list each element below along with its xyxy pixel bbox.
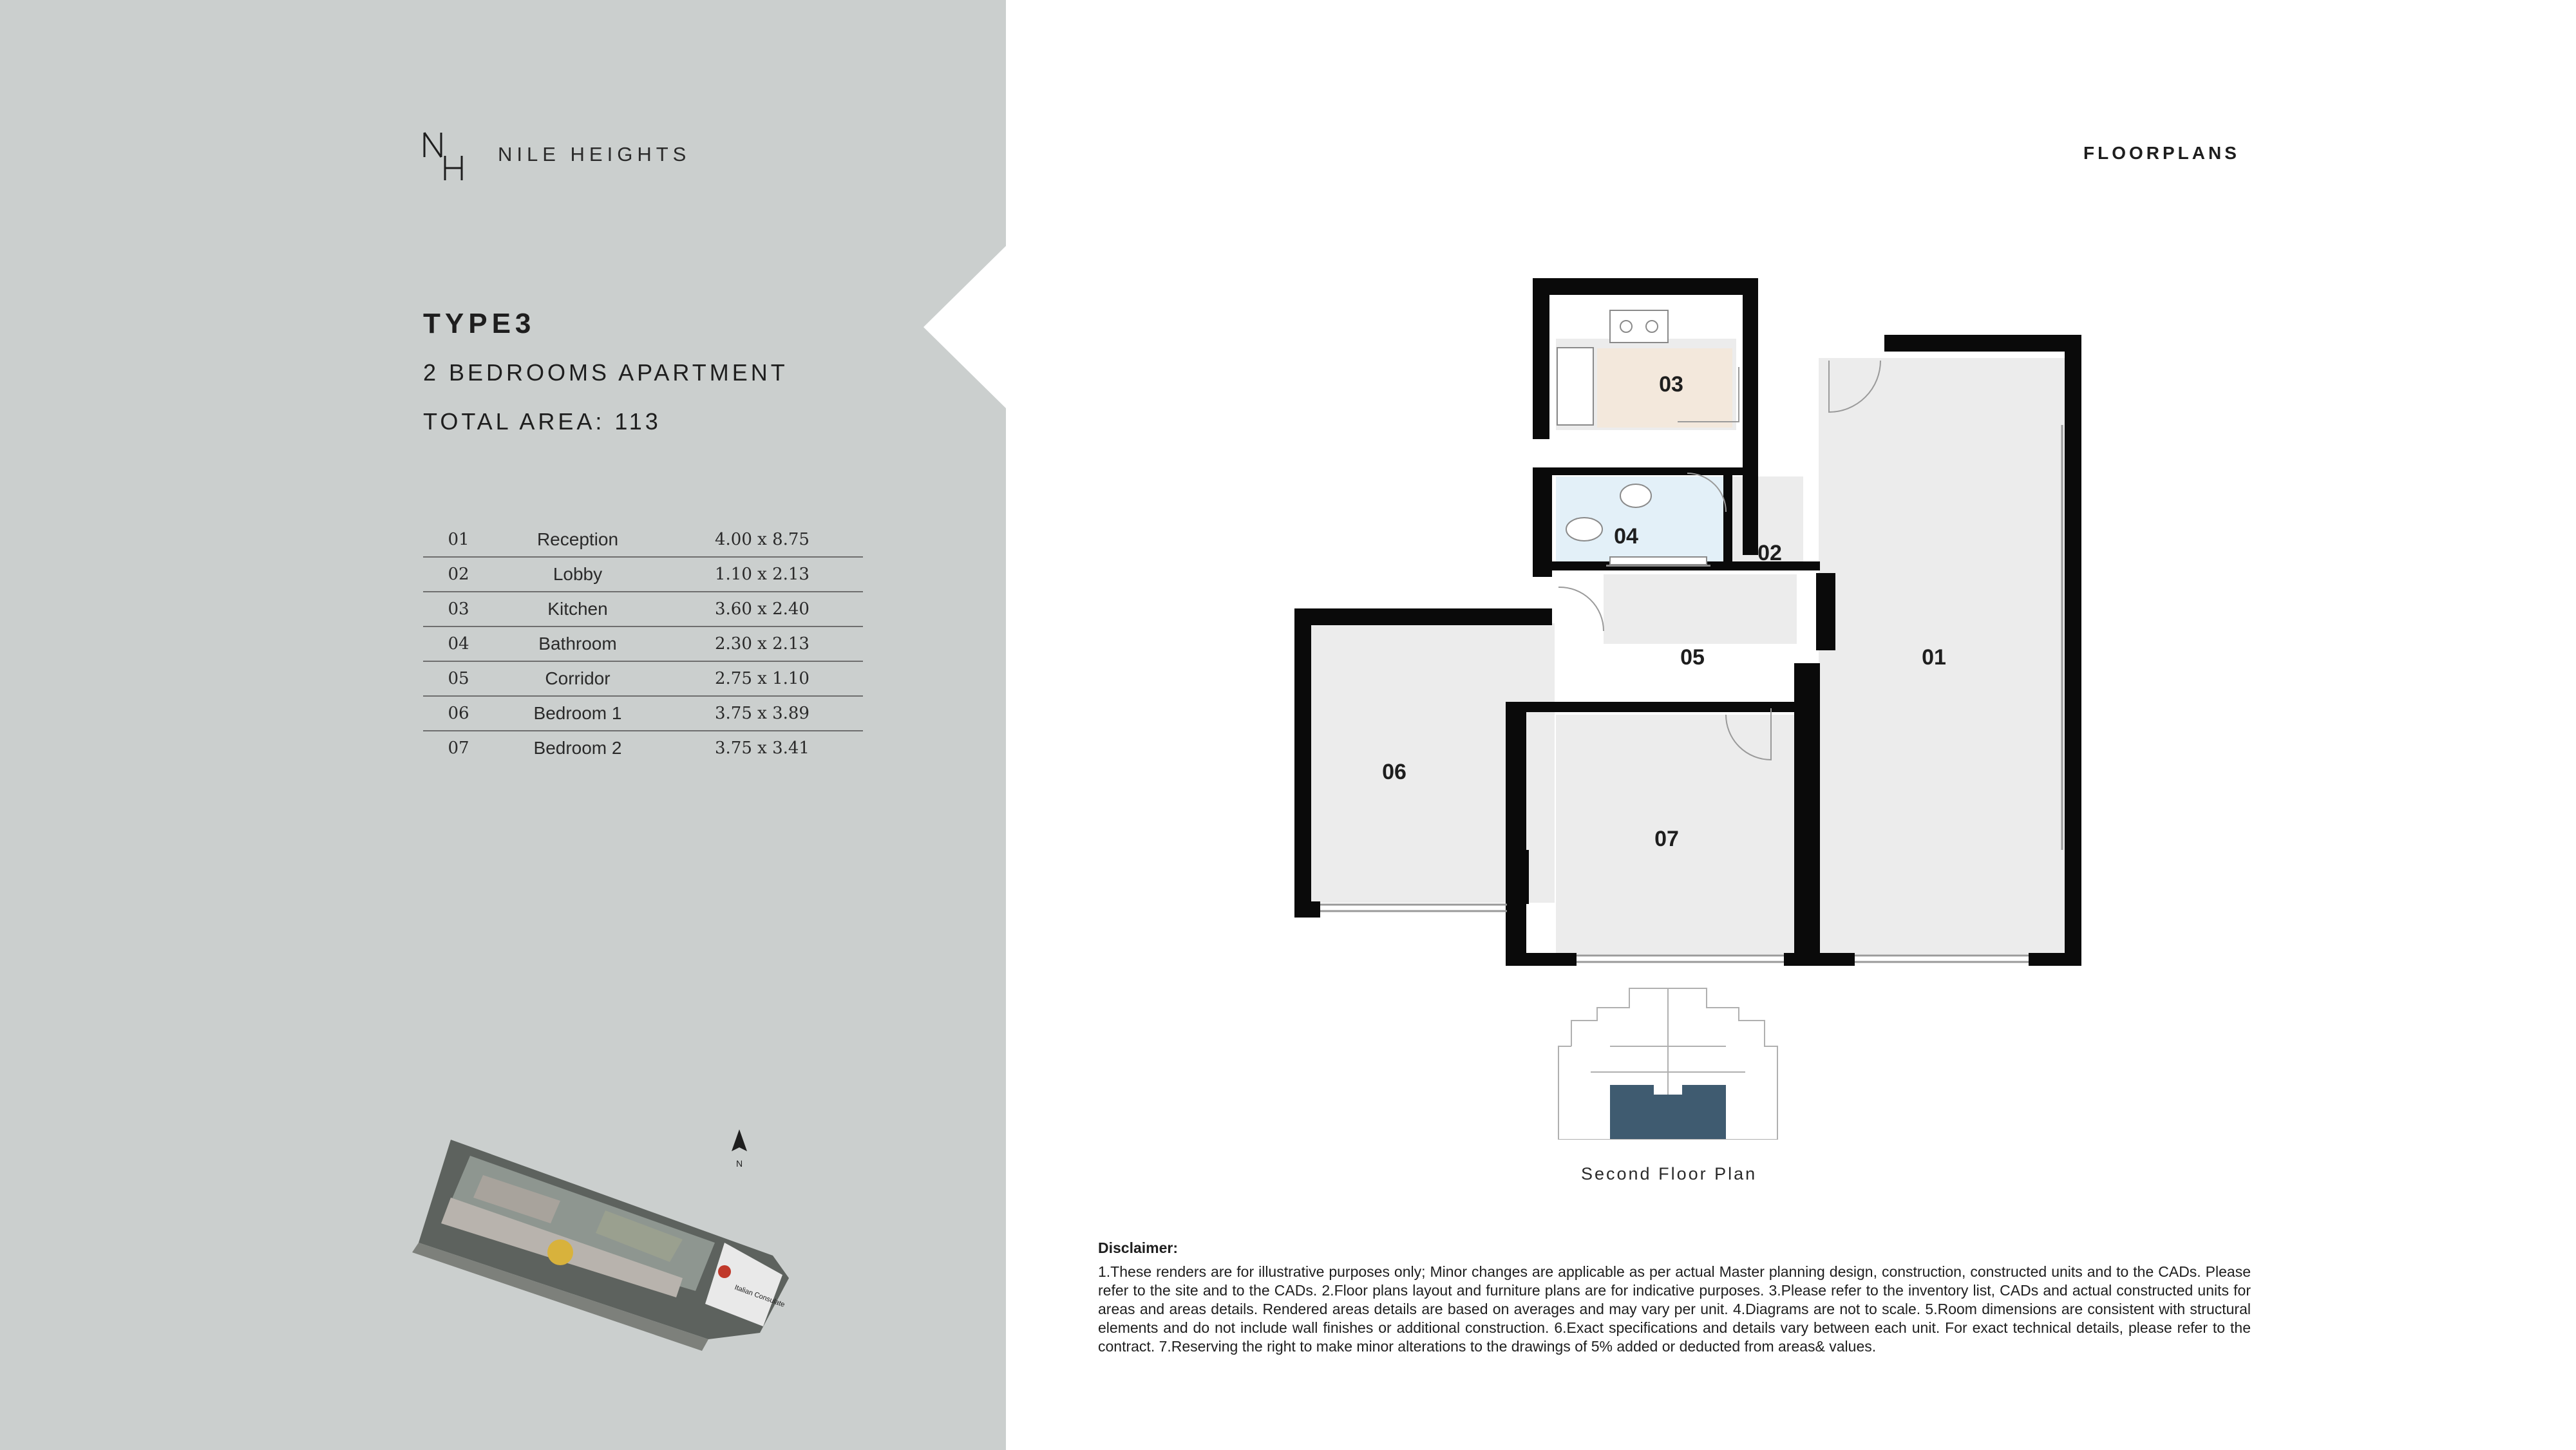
table-row <box>423 696 863 731</box>
room-number: 05 <box>423 661 494 696</box>
plan-label-02: 02 <box>1757 541 1782 565</box>
room-size: 2.75 x 1.10 <box>661 661 863 696</box>
room-schedule-table <box>423 523 863 765</box>
key-plan-highlight <box>1654 1095 1682 1139</box>
brand-name: NILE HEIGHTS <box>498 143 691 165</box>
panel-notch <box>923 245 1007 410</box>
north-label: N <box>735 1158 743 1169</box>
plan-label-05: 05 <box>1680 645 1705 670</box>
plan-label-01: 01 <box>1922 645 1946 670</box>
unit-description: 2 BEDROOMS APARTMENT <box>423 359 788 386</box>
disclaimer-text: 1.These renders are for illustrative purposes only; Minor changes are applicable as per actual Master planning design, construction, constructed units and to the CADs. Please refer to the site and to the CADs. 2.Floor plans layout and furniture plans are for indicative purposes. 3.Please refer to the inventory list, CADs and actual constructed units for areas and areas details. Rendered areas details are based on averages and may vary per unit. 4.Diagrams are not to scale. 5.Room dimensions are consistent with structural elements and do not include wall finishes or additional construction. 6.Exact specifications and details vary between each unit. For exact technical details, please refer to the contract. 7.Reserving the right to make minor alterations to the drawings of 5% added or deducted from areas& values. <box>1098 1263 2251 1355</box>
table-row <box>423 523 863 557</box>
site-landmark-label: Italian Consulate <box>733 1283 786 1309</box>
room-name: Lobby <box>494 557 661 592</box>
room-size: 4.00 x 8.75 <box>661 523 863 557</box>
room-number: 04 <box>423 626 494 661</box>
table-row <box>423 661 863 696</box>
plan-label-06: 06 <box>1382 760 1406 784</box>
plan-label-04: 04 <box>1614 524 1638 549</box>
site-location-map <box>412 1120 811 1352</box>
nh-logo-icon <box>422 130 467 182</box>
room-number: 06 <box>423 696 494 731</box>
unit-total-area: TOTAL AREA: 113 <box>423 408 661 435</box>
amenity-marker-icon <box>547 1239 573 1265</box>
unit-type: TYPE3 <box>423 308 536 339</box>
unit-floor-plan <box>1249 270 2099 966</box>
room-size: 3.60 x 2.40 <box>661 592 863 626</box>
key-plan <box>1546 982 1790 1140</box>
section-title: FLOORPLANS <box>2083 143 2240 163</box>
disclaimer-title: Disclaimer: <box>1098 1239 1179 1256</box>
plan-label-03: 03 <box>1659 372 1683 397</box>
room-name: Kitchen <box>494 592 661 626</box>
room-number: 02 <box>423 557 494 592</box>
room-name: Reception <box>494 523 661 557</box>
room-number: 03 <box>423 592 494 626</box>
table-row <box>423 731 863 765</box>
consulate-flag-icon <box>718 1265 731 1278</box>
key-plan-caption: Second Floor Plan <box>1581 1164 1757 1183</box>
room-number: 01 <box>423 523 494 557</box>
plan-label-07: 07 <box>1654 827 1679 851</box>
room-name: Corridor <box>494 661 661 696</box>
table-row <box>423 626 863 661</box>
room-name: Bathroom <box>494 626 661 661</box>
key-plan-highlight <box>1610 1085 1654 1139</box>
room-size: 1.10 x 2.13 <box>661 557 863 592</box>
room-05-corridor <box>1604 574 1797 644</box>
room-size: 3.75 x 3.89 <box>661 696 863 731</box>
room-name: Bedroom 2 <box>533 738 622 758</box>
room-name: Bedroom 1 <box>494 696 661 731</box>
room-number: 07 <box>448 739 469 758</box>
table-row <box>423 592 863 626</box>
key-plan-highlight <box>1682 1085 1726 1139</box>
table-row <box>423 557 863 592</box>
room-size: 3.75 x 3.41 <box>715 739 810 758</box>
room-size: 2.30 x 2.13 <box>661 626 863 661</box>
